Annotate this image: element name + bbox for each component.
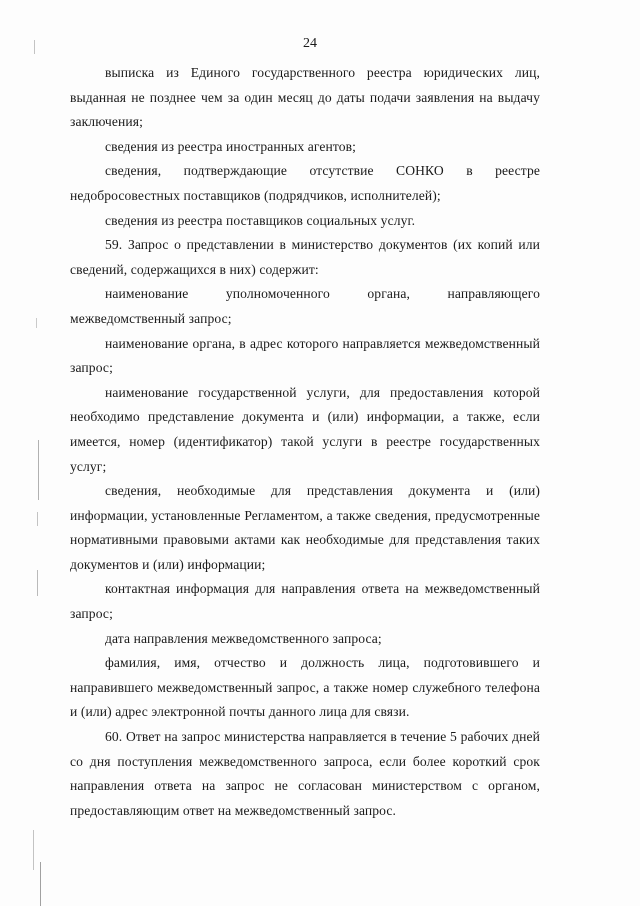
scan-artifact [37,570,38,596]
document-body [70,61,540,823]
paragraph-clause-60: 60. Ответ на запрос министерства направляется в течение 5 рабочих дней со дня поступления межведомственного запроса, если более короткий срок направления ответа на запрос не согласован министерством с органом, предоставляющим ответ на межведомственный запрос. [70,729,540,818]
paragraph-requesting-body: наименование уполномоченного органа, направляющего межведомственный запрос; [70,286,540,326]
paragraph-required-info: сведения, необходимые для представления документа и (или) информации, установленные Регламентом, а также сведения, предусмотренные нормативными правовыми актами как необходимые для представления таких документов и (или) информации; [70,483,540,572]
paragraph-addressee-body: наименование органа, в адрес которого направляется межведомственный запрос; [70,335,540,376]
paragraph-responsible-person: фамилия, имя, отчество и должность лица, подготовившего и направившего межведомственный запрос, а также номер служебного телефона и (или) адрес электронной почты данного лица для связи. [70,655,540,720]
paragraph-sonko-absence: сведения, подтверждающие отсутствие СОНКО в реестре недобросовестных поставщиков (подрядчиков, исполнителей); [70,163,540,203]
paragraph-request-date: дата направления межведомственного запроса; [105,630,382,646]
scan-artifact [33,830,34,870]
paragraph-egrul-extract: выписка из Единого государственного реестра юридических лиц, выданная не позднее чем за один месяц до даты подачи заявления на выдачу заключения; [70,65,540,130]
paragraph-clause-59: 59. Запрос о представлении в министерство документов (их копий или сведений, содержащихся в них) содержит: [70,237,540,277]
page-number: 24 [303,36,317,51]
scan-artifact [40,862,41,906]
paragraph-contact-info: контактная информация для направления ответа на межведомственный запрос; [70,581,540,622]
paragraph-social-providers: сведения из реестра поставщиков социальных услуг. [105,212,416,228]
paragraph-service-name: наименование государственной услуги, для предоставления которой необходимо представление документа и (или) информации, а также, если имеется, номер (идентификатор) такой услуги в реестре государственных услуг; [70,384,540,474]
scan-artifact [38,440,39,500]
paragraph-foreign-agents: сведения из реестра иностранных агентов; [105,138,357,154]
scan-artifact [36,318,37,328]
scan-artifact [37,512,38,526]
